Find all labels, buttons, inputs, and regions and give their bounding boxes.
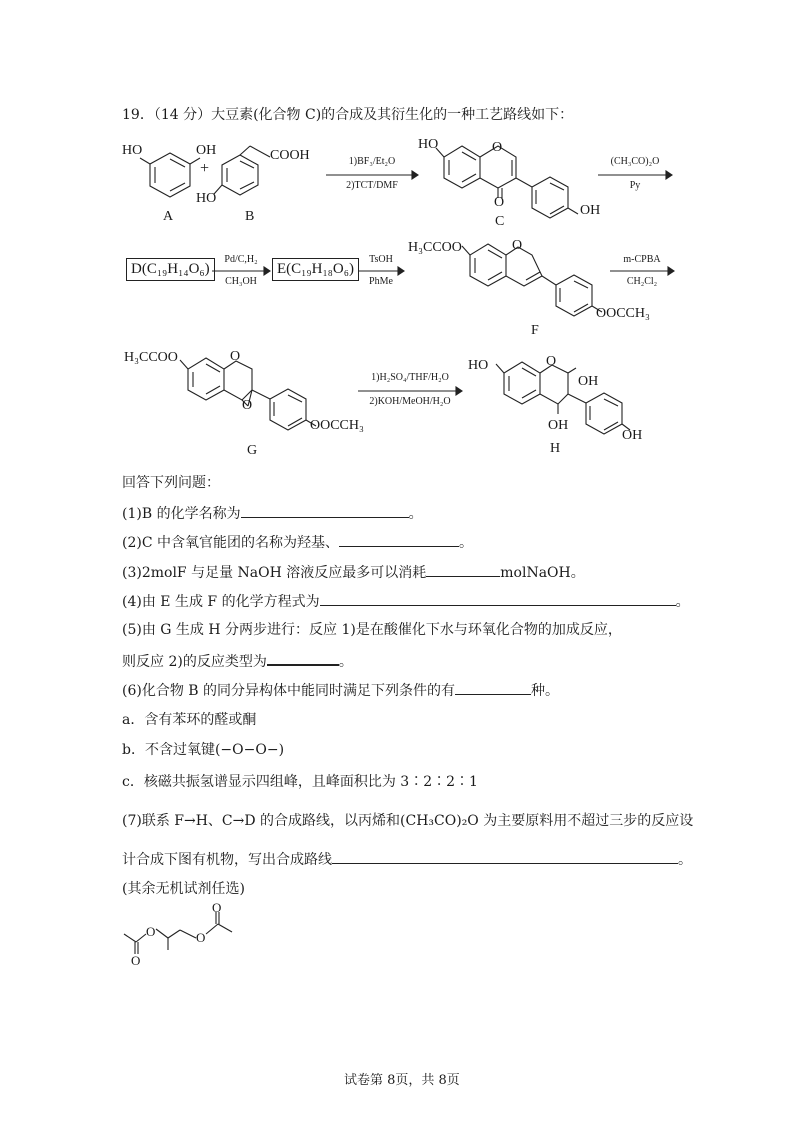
question-7-note: (其余无机试剂任选) [122, 881, 245, 897]
c-carbonyl-o: O [494, 195, 505, 210]
a-oh-label: OH [196, 143, 217, 158]
arrow-6-top: 1)H₂SO₄/THF/H₂O [371, 372, 449, 383]
h-oh-bottom: OH [548, 418, 569, 433]
question-6: (6)化合物 B 的同分异构体中能同时满足下列条件的有 种。 [122, 680, 559, 700]
arrow-4-top: TsOH [369, 254, 393, 265]
condition-c: c．核磁共振氢谱显示四组峰，且峰面积比为 3∶2∶2∶1 [122, 774, 478, 790]
arrow-6 [358, 386, 462, 396]
c-oh-label: OH [580, 203, 601, 218]
question-5-line-2: 则反应 2)的反应类型为 。 [122, 650, 353, 671]
target-o-3: O [196, 930, 206, 945]
f-h3ccoo-label: H₃CCOO [408, 240, 462, 255]
f-ring-o: O [512, 238, 523, 253]
b-ho-label: HO [196, 191, 217, 206]
condition-a: a．含有苯环的醛或酮 [122, 712, 257, 728]
compound-g-structure [178, 342, 368, 452]
answer-blank-1[interactable] [241, 503, 409, 518]
question-2: (2)C 中含氧官能团的名称为羟基、 。 [122, 532, 473, 552]
answer-blank-7[interactable] [332, 849, 678, 864]
label-c: C [495, 214, 505, 229]
question-5-line-1: (5)由 G 生成 H 分两步进行：反应 1)是在酸催化下水与环氧化合物的加成反应， [122, 622, 622, 638]
question-3: (3)2molF 与足量 NaOH 溶液反应最多可以消耗 molNaOH。 [122, 562, 585, 582]
h-oh-top: OH [578, 374, 599, 389]
label-h: H [550, 441, 561, 456]
g-h3ccoo-label: H₃CCOO [124, 350, 178, 365]
c-ring-o: O [492, 140, 503, 155]
target-o-1: O [146, 924, 156, 939]
g-epoxide-o: O [242, 398, 253, 413]
h-ring-o: O [546, 354, 557, 369]
label-a: A [163, 209, 174, 224]
arrow-3 [212, 266, 270, 276]
plus-sign: + [200, 160, 210, 177]
a-ho-label: HO [122, 143, 143, 158]
prompt: 回答下列问题： [122, 475, 220, 491]
answer-blank-3[interactable] [426, 562, 500, 577]
target-o-4: O [212, 900, 222, 915]
arrow-4-bottom: PhMe [369, 276, 393, 287]
arrow-6-bottom: 2)KOH/MeOH/H₂O [369, 396, 451, 407]
target-o-2: O [131, 953, 141, 968]
arrow-3-bottom: CH₃OH [225, 276, 257, 287]
answer-blank-2[interactable] [339, 532, 459, 547]
box-e: E(C₁₉H₁₈O₆) [272, 258, 359, 281]
arrow-5-top: m-CPBA [623, 254, 661, 265]
answer-blank-6[interactable] [455, 680, 531, 695]
h-oh-para: OH [622, 428, 643, 443]
g-ring-o: O [230, 349, 241, 364]
arrow-5 [610, 266, 674, 276]
b-cooh-label: COOH [270, 148, 310, 163]
arrow-3-top: Pd/C,H₂ [224, 254, 258, 265]
question-1: (1)B 的化学名称为 。 [122, 503, 423, 523]
box-d: D(C₁₉H₁₄O₆) [126, 258, 215, 281]
label-b: B [245, 209, 255, 224]
condition-b: b．不含过氧键(−O−O−) [122, 742, 285, 758]
label-g: G [247, 443, 258, 458]
question-7-line-2: 计合成下图有机物，写出合成路线 。 [122, 849, 692, 869]
question-7-line-1: (7)联系 F→H、C→D 的合成路线，以丙烯和(CH₃CO)₂O 为主要原料用不超过三步的反应设 [122, 813, 694, 829]
h-ho-label: HO [468, 358, 489, 373]
arrow-2-top: (CH₃CO)₂O [610, 156, 660, 167]
arrow-1-bottom: 2)TCT/DMF [346, 180, 398, 191]
arrow-1 [326, 170, 418, 180]
question-4: (4)由 E 生成 F 的化学方程式为 。 [122, 591, 690, 611]
f-ooccH3-label: OOCCH₃ [596, 306, 650, 321]
label-f: F [531, 323, 539, 338]
arrow-1-top: 1)BF₃/Et₂O [348, 156, 396, 167]
page-footer: 试卷第 8页，共 8页 [344, 1073, 460, 1088]
arrow-2 [598, 170, 672, 180]
arrow-2-bottom: Py [629, 180, 641, 191]
question-header: 19．（14 分）大豆素(化合物 C)的合成及其衍生化的一种工艺路线如下： [122, 107, 574, 123]
arrow-5-bottom: CH₂Cl₂ [626, 276, 658, 287]
answer-blank-4[interactable] [320, 591, 676, 606]
answer-blank-5[interactable] [267, 650, 339, 666]
c-ho-label: HO [418, 137, 439, 152]
arrow-4 [358, 266, 404, 276]
g-ooccH3-label: OOCCH₃ [310, 418, 364, 433]
